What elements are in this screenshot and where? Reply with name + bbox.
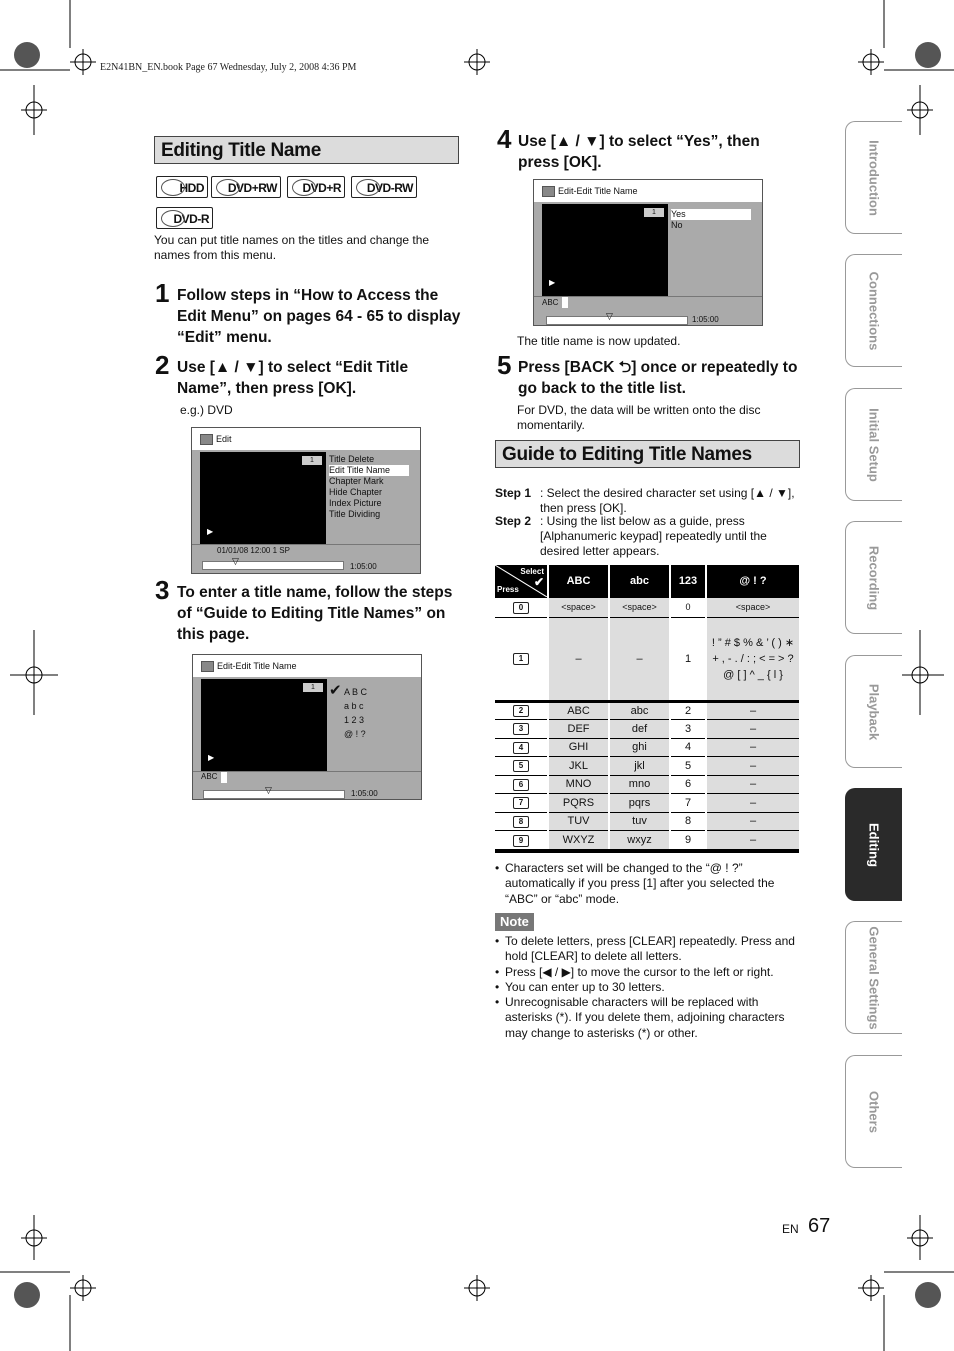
char-cell: – bbox=[706, 831, 799, 850]
char-cell: ghi bbox=[609, 738, 670, 757]
playhead-icon: ▽ bbox=[232, 556, 239, 566]
step-text-4: Use [▲ / ▼] to select “Yes”, then press [OK]. bbox=[518, 133, 760, 171]
col-header-numbers: 123 bbox=[670, 565, 706, 597]
menu-item-edit-title-name[interactable]: Edit Title Name bbox=[329, 465, 409, 476]
option-no[interactable]: No bbox=[671, 220, 683, 230]
char-cell: WXYZ bbox=[548, 831, 609, 850]
step-text-1: Follow steps in “How to Access the Edit Menu” on pages 64 - 65 to display “Edit” menu. bbox=[177, 287, 461, 346]
table-row bbox=[495, 757, 799, 776]
section-title-editing-title-name: Editing Title Name bbox=[154, 136, 459, 164]
screen-confirm bbox=[533, 179, 763, 326]
title-badge: 1 bbox=[303, 683, 323, 692]
char-cell: pqrs bbox=[609, 794, 670, 813]
disc-icon-dvd-plus-rw: DVD+RW bbox=[211, 176, 281, 198]
char-cell: – bbox=[706, 757, 799, 776]
tab-connections[interactable]: Connections bbox=[845, 254, 902, 367]
disc-icon-hdd: HDD bbox=[156, 176, 208, 198]
step-number-1: 1 bbox=[155, 278, 170, 308]
edit-menu-list bbox=[329, 454, 409, 520]
key-cell bbox=[495, 757, 548, 776]
tab-introduction[interactable]: Introduction bbox=[845, 121, 902, 234]
title-badge: 1 bbox=[302, 456, 322, 465]
key-cell bbox=[495, 617, 548, 701]
keypad-key-icon: 4 bbox=[513, 742, 529, 754]
char-cell: <space> bbox=[609, 597, 670, 617]
key-cell bbox=[495, 812, 548, 831]
corner-press-label: Press bbox=[497, 585, 519, 594]
charset-lower[interactable]: a b c bbox=[344, 701, 364, 711]
table-row bbox=[495, 701, 799, 720]
table-row bbox=[495, 738, 799, 757]
char-cell: GHI bbox=[548, 738, 609, 757]
timeline-time: 1:05:00 bbox=[350, 562, 377, 571]
char-cell: 7 bbox=[670, 794, 706, 813]
tab-others[interactable]: Others bbox=[845, 1055, 902, 1168]
char-cell: 3 bbox=[670, 720, 706, 739]
col-header-upper: ABC bbox=[548, 565, 609, 597]
guide-step2-text: : Using the list below as a guide, press [Alphanumeric keypad] repeatedly until the desired letter appears. bbox=[540, 514, 767, 558]
playhead-icon: ▽ bbox=[265, 785, 272, 795]
screen-edit-menu bbox=[191, 427, 421, 574]
title-name-field: ABC bbox=[542, 298, 559, 307]
check-icon: ✔ bbox=[329, 682, 342, 699]
keypad-key-icon: 2 bbox=[513, 705, 529, 717]
note-label: Note bbox=[495, 913, 534, 931]
col-header-symbols: @ ! ? bbox=[706, 565, 799, 597]
note-item: • Unrecognisable characters will be replaced with asterisks (*). If you delete them, adjoining characters may change to asterisks (*) or other. bbox=[495, 995, 798, 1041]
disc-icon-dvd-rw: DVD-RW bbox=[351, 176, 417, 198]
col-header-lower: abc bbox=[609, 565, 670, 597]
key-cell bbox=[495, 794, 548, 813]
timeline-time: 1:05:00 bbox=[692, 315, 719, 324]
keypad-key-icon: 5 bbox=[513, 760, 529, 772]
keypad-key-icon: 9 bbox=[513, 835, 529, 847]
char-cell: 1 bbox=[670, 617, 706, 701]
char-cell: ! ” # $ % & ’ ( ) ∗ + , - . / : ; < = > ? @ [ ] ^ _ { l } bbox=[706, 617, 799, 701]
intro-text: You can put title names on the titles and change the names from this menu. bbox=[154, 233, 430, 262]
char-cell: MNO bbox=[548, 775, 609, 794]
menu-icon bbox=[200, 434, 213, 445]
video-preview bbox=[201, 679, 327, 771]
table-corner bbox=[495, 565, 548, 597]
char-cell: wxyz bbox=[609, 831, 670, 850]
menu-icon bbox=[542, 186, 555, 197]
section-title-guide: Guide to Editing Title Names bbox=[495, 440, 800, 468]
title-name-field[interactable]: ABC bbox=[201, 772, 218, 781]
video-preview bbox=[200, 452, 326, 544]
char-cell: TUV bbox=[548, 812, 609, 831]
key-cell bbox=[495, 701, 548, 720]
tab-recording[interactable]: Recording bbox=[845, 521, 902, 634]
keypad-key-icon: 0 bbox=[513, 602, 529, 614]
char-cell: 5 bbox=[670, 757, 706, 776]
table-row bbox=[495, 617, 799, 701]
note-item: • To delete letters, press [CLEAR] repeatedly. Press and hold [CLEAR] to delete all letters. bbox=[495, 934, 798, 965]
char-cell: <space> bbox=[548, 597, 609, 617]
step-number-2: 2 bbox=[155, 350, 170, 380]
charset-symbols[interactable]: @ ! ? bbox=[344, 729, 366, 739]
timeline-bar bbox=[203, 790, 345, 799]
key-cell bbox=[495, 720, 548, 739]
video-preview bbox=[542, 204, 668, 296]
menu-item-chapter-mark[interactable]: Chapter Mark bbox=[329, 476, 384, 486]
key-cell bbox=[495, 775, 548, 794]
menu-item-hide-chapter[interactable]: Hide Chapter bbox=[329, 487, 383, 497]
dvd-write-text: For DVD, the data will be written onto the disc momentarily. bbox=[517, 403, 761, 432]
tab-general-settings[interactable]: General Settings bbox=[845, 921, 902, 1034]
step-text-5: Press [BACK ⮌] once or repeatedly to go back to the title list. bbox=[518, 359, 798, 397]
charset-auto-note: • Characters set will be changed to the “@ ! ?” automatically if you press [1] after you selected the “ABC” or “abc” mode. bbox=[495, 861, 798, 907]
disc-icon-dvd-r: DVD-R bbox=[156, 207, 213, 229]
footer-lang: EN bbox=[782, 1222, 799, 1236]
menu-item-index-picture[interactable]: Index Picture bbox=[329, 498, 382, 508]
screen-title: Edit bbox=[216, 434, 232, 444]
keypad-key-icon: 3 bbox=[513, 723, 529, 735]
table-row bbox=[495, 831, 799, 850]
charset-numbers[interactable]: 1 2 3 bbox=[344, 715, 365, 725]
recording-info: 01/01/08 12:00 1 SP bbox=[217, 546, 290, 555]
key-cell bbox=[495, 738, 548, 757]
corner-select-label: Select bbox=[520, 567, 544, 576]
table-row bbox=[495, 812, 799, 831]
key-cell bbox=[495, 831, 548, 850]
char-cell: – bbox=[706, 738, 799, 757]
playhead-icon: ▽ bbox=[606, 311, 613, 321]
timeline-bar bbox=[202, 561, 344, 570]
table-row bbox=[495, 775, 799, 794]
char-cell: – bbox=[706, 775, 799, 794]
keypad-key-icon: 8 bbox=[513, 816, 529, 828]
charset-upper[interactable]: A B C bbox=[344, 687, 368, 697]
timeline-bar bbox=[546, 316, 688, 325]
char-cell: jkl bbox=[609, 757, 670, 776]
step-text-3: To enter a title name, follow the steps of “Guide to Editing Title Names” on this page. bbox=[177, 584, 453, 643]
char-cell: JKL bbox=[548, 757, 609, 776]
char-cell: – bbox=[609, 617, 670, 701]
print-line: E2N41BN_EN.book Page 67 Wednesday, July 2, 2008 4:36 PM bbox=[100, 62, 357, 73]
char-cell: def bbox=[609, 720, 670, 739]
menu-icon bbox=[201, 661, 214, 672]
key-cell bbox=[495, 597, 548, 617]
play-icon: ▶ bbox=[549, 278, 556, 287]
char-cell: DEF bbox=[548, 720, 609, 739]
char-cell: tuv bbox=[609, 812, 670, 831]
char-cell: 9 bbox=[670, 831, 706, 850]
step-number-5: 5 bbox=[497, 350, 512, 380]
keypad-key-icon: 7 bbox=[513, 797, 529, 809]
option-yes[interactable]: Yes bbox=[671, 209, 751, 220]
note-item: • You can enter up to 30 letters. bbox=[495, 980, 798, 995]
char-cell: – bbox=[706, 812, 799, 831]
disc-icon-dvd-plus-r: DVD+R bbox=[287, 176, 345, 198]
char-cell: 0 bbox=[670, 597, 706, 617]
screen-title: Edit-Edit Title Name bbox=[558, 186, 638, 196]
keypad-key-icon: 1 bbox=[513, 653, 529, 665]
char-cell: <space> bbox=[706, 597, 799, 617]
guide-step1-label: Step 1 bbox=[495, 486, 532, 500]
play-icon: ▶ bbox=[208, 753, 215, 762]
char-cell: – bbox=[548, 617, 609, 701]
keypad-key-icon: 6 bbox=[513, 779, 529, 791]
note-item: • Press [◀ / ▶] to move the cursor to the left or right. bbox=[495, 965, 798, 980]
char-cell: PQRS bbox=[548, 794, 609, 813]
char-cell: 2 bbox=[670, 701, 706, 720]
char-cell: 8 bbox=[670, 812, 706, 831]
play-icon: ▶ bbox=[207, 527, 214, 536]
title-badge: 1 bbox=[644, 208, 664, 217]
char-cell: – bbox=[706, 720, 799, 739]
char-cell: ABC bbox=[548, 701, 609, 720]
char-cell: 4 bbox=[670, 738, 706, 757]
step-text-2: Use [▲ / ▼] to select “Edit Title Name”, then press [OK]. bbox=[177, 359, 409, 397]
guide-step1-text: : Select the desired character set using [▲ / ▼], then press [OK]. bbox=[540, 486, 795, 515]
table-row bbox=[495, 597, 799, 617]
table-row bbox=[495, 720, 799, 739]
char-cell: 6 bbox=[670, 775, 706, 794]
char-cell: – bbox=[706, 701, 799, 720]
after-table-notes bbox=[495, 861, 798, 907]
tab-editing[interactable]: Editing bbox=[845, 788, 902, 901]
page-number: 67 bbox=[808, 1215, 831, 1237]
screen-edit-title-name bbox=[192, 654, 422, 800]
charset-list bbox=[344, 685, 367, 741]
note-list bbox=[495, 934, 798, 1041]
char-cell: mno bbox=[609, 775, 670, 794]
example-label: e.g.) DVD bbox=[180, 403, 233, 417]
menu-item-title-delete[interactable]: Title Delete bbox=[329, 454, 375, 464]
char-cell: – bbox=[706, 794, 799, 813]
tab-initial-setup[interactable]: Initial Setup bbox=[845, 388, 902, 501]
table-bottom-rule bbox=[495, 849, 799, 853]
table-row bbox=[495, 794, 799, 813]
check-icon: ✔ bbox=[533, 575, 544, 589]
updated-text: The title name is now updated. bbox=[517, 334, 681, 348]
step-number-4: 4 bbox=[497, 124, 512, 154]
timeline-time: 1:05:00 bbox=[351, 789, 378, 798]
tab-playback[interactable]: Playback bbox=[845, 655, 902, 768]
character-table bbox=[495, 565, 799, 853]
char-cell: abc bbox=[609, 701, 670, 720]
screen-title: Edit-Edit Title Name bbox=[217, 661, 297, 671]
menu-item-title-dividing[interactable]: Title Dividing bbox=[329, 509, 381, 519]
step-number-3: 3 bbox=[155, 575, 170, 605]
guide-step2-label: Step 2 bbox=[495, 514, 532, 528]
